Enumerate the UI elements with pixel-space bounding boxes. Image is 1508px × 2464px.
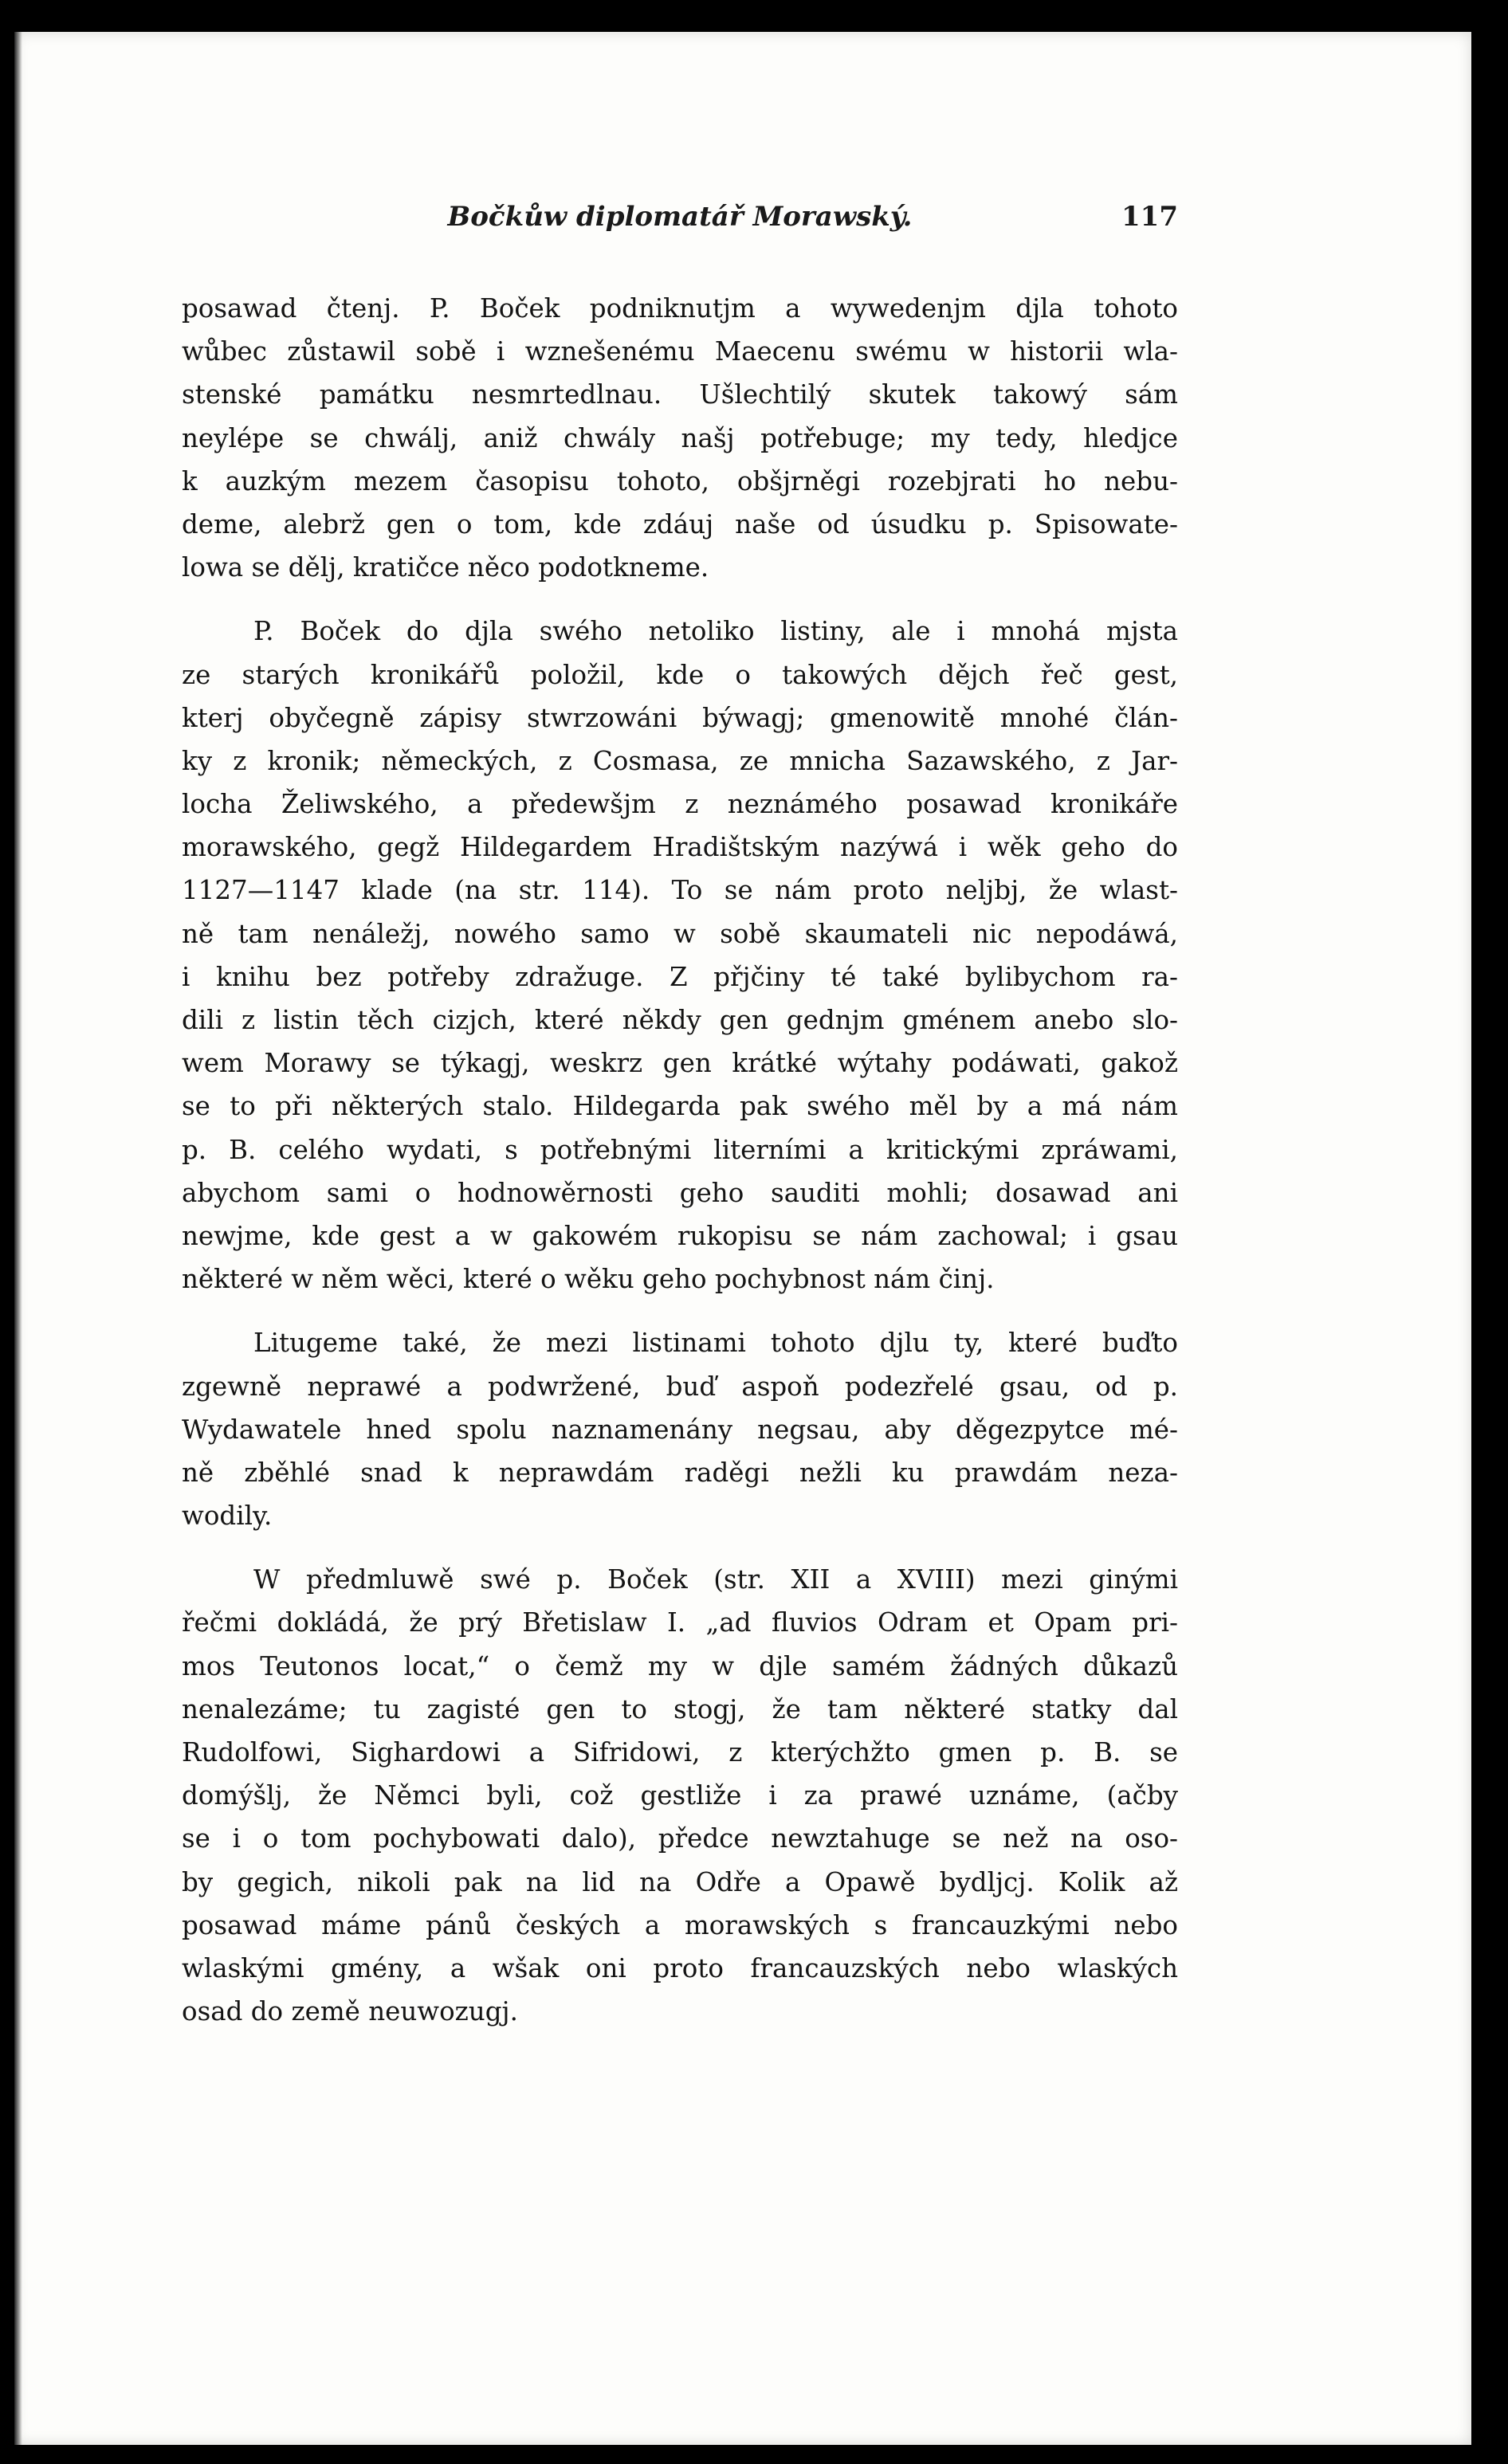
- text-line: Wydawatele hned spolu naznamenány negsau, aby děgezpytce mé-: [182, 1414, 1178, 1445]
- text-line: P. Boček do djla swého netoliko listiny, ale i mnohá mjsta: [253, 616, 1178, 647]
- text-line: abychom sami o hodnowěrnosti geho sauditi mohli; dosawad ani: [182, 1177, 1178, 1208]
- page-number: 117: [1121, 201, 1178, 233]
- text-line: stenské památku nesmrtedlnau. Ušlechtilý skutek takowý sám: [182, 379, 1178, 410]
- text-line: 1127—1147 klade (na str. 114). To se nám proto neljbj, že wlast-: [182, 875, 1178, 906]
- text-line: ky z kronik; německých, z Cosmasa, ze mnicha Sazawského, z Jar-: [182, 745, 1178, 776]
- text-line: zgewně neprawé a podwržené, buď aspoň podezřelé gsau, od p.: [182, 1371, 1178, 1402]
- text-line: Litugeme také, že mezi listinami tohoto djlu ty, které buďto: [253, 1328, 1178, 1359]
- text-line: se to při některých stalo. Hildegarda pak swého měl by a má nám: [182, 1091, 1178, 1122]
- text-line: morawského, gegž Hildegardem Hradištským nazýwá i wěk geho do: [182, 832, 1178, 863]
- text-line: ně zběhlé snad k neprawdám raděgi nežli ku prawdám neza-: [182, 1457, 1178, 1488]
- text-line: locha Želiwského, a předewšjm z neznámého posawad kronikáře: [182, 789, 1178, 820]
- page-edge-shadow: [14, 32, 22, 2445]
- text-line: posawad čtenj. P. Boček podniknutjm a wywedenjm djla tohoto: [182, 293, 1178, 324]
- text-line: newjme, kde gest a w gakowém rukopisu se nám zachowal; i gsau: [182, 1220, 1178, 1251]
- text-line: by gegich, nikoli pak na lid na Odře a Opawě bydljcj. Kolik až: [182, 1866, 1178, 1897]
- text-line: W předmluwě swé p. Boček (str. XII a XVIII) mezi ginými: [253, 1564, 1178, 1595]
- text-line: posawad máme pánů českých a morawských s francauzkými nebo: [182, 1909, 1178, 1940]
- paragraph-gap: [182, 589, 1178, 610]
- text-line: dili z listin těch cizjch, které někdy gen gednjm gménem anebo slo-: [182, 1005, 1178, 1035]
- text-line: mos Teutonos locat,“ o čemž my w djle samém žádných důkazů: [182, 1650, 1178, 1681]
- paragraph-gap: [182, 1537, 1178, 1558]
- text-line: domýšlj, že Němci byli, což gestliže i za prawé uznáme, (ačby: [182, 1780, 1178, 1811]
- text-line: k auzkým mezem časopisu tohoto, obšjrněgi rozebjrati ho nebu-: [182, 465, 1178, 496]
- running-title: Bočkůw diplomatář Morawský.: [447, 201, 913, 233]
- text-line: deme, alebrž gen o tom, kde zdáuj naše od úsudku p. Spisowate-: [182, 508, 1178, 539]
- paragraph-gap: [182, 1301, 1178, 1321]
- text-line: i knihu bez potřeby zdražuge. Z přjčiny té také bylibychom ra-: [182, 961, 1178, 992]
- text-line: nenalezáme; tu zagisté gen to stogj, že tam některé statky dal: [182, 1693, 1178, 1724]
- text-line: wůbec zůstawil sobě i wznešenému Maecenu swému w historii wla-: [182, 336, 1178, 367]
- text-line: Rudolfowi, Sighardowi a Sifridowi, z kterýchžto gmen p. B. se: [182, 1737, 1178, 1768]
- text-line: řečmi dokládá, že prý Břetislaw I. „ad fluvios Odram et Opam pri-: [182, 1607, 1178, 1638]
- running-header: [182, 191, 1178, 247]
- text-line: osad do země neuwozugj.: [182, 1996, 518, 2027]
- body-text: [182, 287, 1178, 2033]
- book-page: [14, 32, 1471, 2445]
- text-line: wem Morawy se týkagj, weskrz gen krátké wýtahy podáwati, gakož: [182, 1048, 1178, 1079]
- text-line: wlaskými gmény, a wšak oni proto francauzských nebo wlaských: [182, 1952, 1178, 1983]
- text-line: lowa se dělj, kratičce něco podotkneme.: [182, 552, 709, 583]
- text-line: se i o tom pochybowati dalo), předce newztahuge se než na oso-: [182, 1823, 1178, 1854]
- text-line: neylépe se chwálj, aniž chwály našj potřebuge; my tedy, hledjce: [182, 422, 1178, 453]
- text-line: wodily.: [182, 1501, 273, 1532]
- text-line: kterj obyčegně zápisy stwrzowáni býwagj; gmenowitě mnohé člán-: [182, 702, 1178, 733]
- text-line: některé w něm wěci, které o wěku geho pochybnost nám činj.: [182, 1264, 995, 1295]
- text-line: p. B. celého wydati, s potřebnými literními a kritickými zpráwami,: [182, 1134, 1178, 1165]
- text-line: ze starých kronikářů položil, kde o takowých dějch řeč gest,: [182, 659, 1178, 690]
- text-line: ně tam nenáležj, nowého samo w sobě skaumateli nic nepodáwá,: [182, 918, 1178, 949]
